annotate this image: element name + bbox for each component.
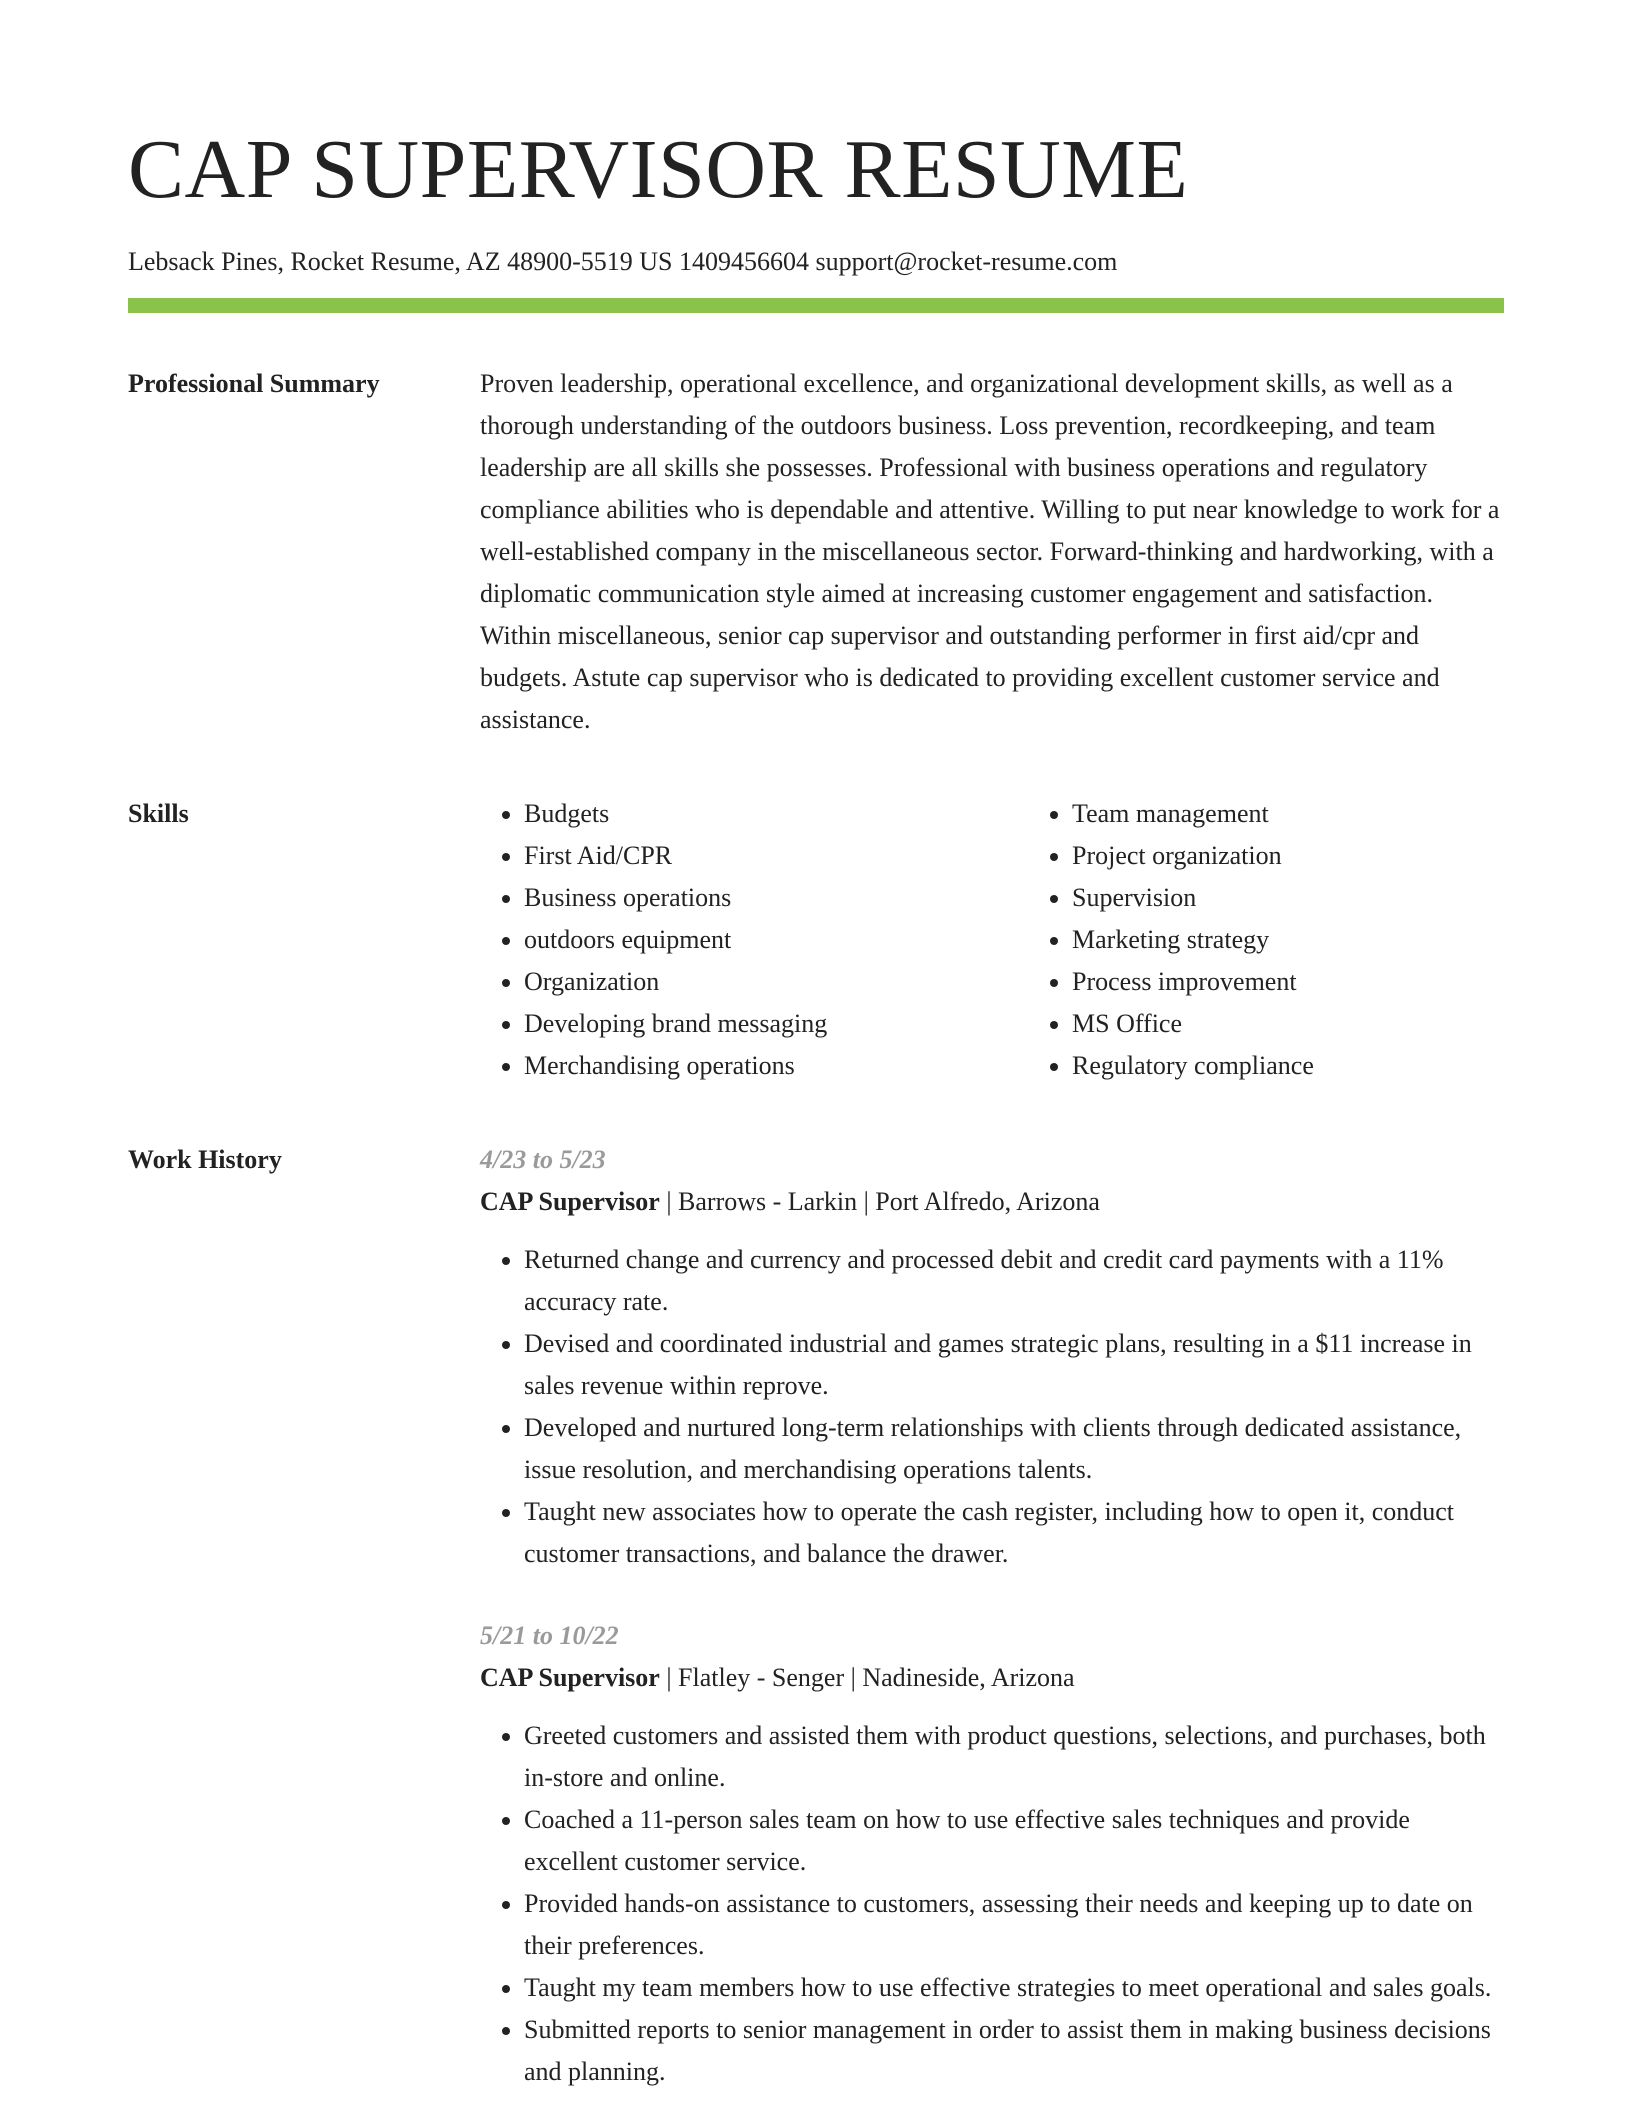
summary-section <box>128 363 1504 741</box>
job-details: | Flatley - Senger | Nadineside, Arizona <box>659 1663 1075 1692</box>
skills-list-left <box>480 793 1028 1087</box>
skill-item: • Business operations <box>524 877 1028 919</box>
skills-section <box>128 793 1504 1087</box>
job-bullet: • Submitted reports to senior management in order to assist them in making business decisions and planning. <box>524 2009 1504 2093</box>
job-bullet: • Taught new associates how to operate the cash register, including how to open it, conduct customer transactions, and balance the drawer. <box>524 1491 1504 1575</box>
job-dates: 5/21 to 10/22 <box>480 1621 619 1650</box>
section-heading-skills: Skills <box>128 799 189 828</box>
job-heading <box>480 1657 1504 1699</box>
job-bullet-list <box>480 1715 1504 2093</box>
resume-page <box>128 0 1504 2093</box>
job-bullet: • Taught my team members how to use effective strategies to meet operational and sales goals. <box>524 1967 1504 2009</box>
job-entry <box>480 1615 1504 2093</box>
job-bullet: • Greeted customers and assisted them with product questions, selections, and purchases, both in-store and online. <box>524 1715 1504 1799</box>
skill-item: • Regulatory compliance <box>1072 1045 1576 1087</box>
work-history-section <box>128 1139 1504 2093</box>
job-bullet: • Devised and coordinated industrial and games strategic plans, resulting in a $11 increase in sales revenue within reprove. <box>524 1323 1504 1407</box>
skill-item: • Project organization <box>1072 835 1576 877</box>
skill-item: • Process improvement <box>1072 961 1576 1003</box>
job-title: CAP Supervisor <box>480 1663 660 1692</box>
skill-item: • First Aid/CPR <box>524 835 1028 877</box>
accent-divider <box>128 298 1504 313</box>
job-bullet: • Coached a 11-person sales team on how to use effective sales techniques and provide excellent customer service. <box>524 1799 1504 1883</box>
job-details: | Barrows - Larkin | Port Alfredo, Arizona <box>659 1187 1100 1216</box>
skill-item: • Marketing strategy <box>1072 919 1576 961</box>
skill-item: • Team management <box>1072 793 1576 835</box>
job-bullet-list <box>480 1239 1504 1575</box>
summary-text: Proven leadership, operational excellence, and organizational development skills, as well as a thorough understanding of the outdoors business. Loss prevention, recordkeeping, and team leadership are all skills she possesses. Professional with business operations and regulatory compliance abilities who is dependable and attentive. Willing to put near knowledge to work for a well-established company in the miscellaneous sector. Forward-thinking and hardworking, with a diplomatic communication style aimed at increasing customer engagement and satisfaction. Within miscellaneous, senior cap supervisor and outstanding performer in first aid/cpr and budgets. Astute cap supervisor who is dedicated to providing excellent customer service and assistance. <box>480 369 1500 734</box>
job-bullet: • Returned change and currency and processed debit and credit card payments with a 11% accuracy rate. <box>524 1239 1504 1323</box>
skill-item: • Organization <box>524 961 1028 1003</box>
job-entry <box>480 1139 1504 1575</box>
section-heading-work-history: Work History <box>128 1145 282 1174</box>
skill-item: • Budgets <box>524 793 1028 835</box>
skill-item: • Supervision <box>1072 877 1576 919</box>
skill-item: • MS Office <box>1072 1003 1576 1045</box>
skills-list-right <box>1028 793 1576 1087</box>
skill-item: • Developing brand messaging <box>524 1003 1028 1045</box>
contact-line: Lebsack Pines, Rocket Resume, AZ 48900-5519 US 1409456604 support@rocket-resume.com <box>128 247 1118 276</box>
job-bullet: • Provided hands-on assistance to customers, assessing their needs and keeping up to date on their preferences. <box>524 1883 1504 1967</box>
job-title: CAP Supervisor <box>480 1187 660 1216</box>
resume-title: CAP SUPERVISOR RESUME <box>128 123 1189 216</box>
job-bullet: • Developed and nurtured long-term relationships with clients through dedicated assistance, issue resolution, and merchandising operations talents. <box>524 1407 1504 1491</box>
section-heading-summary: Professional Summary <box>128 369 380 398</box>
job-heading <box>480 1181 1504 1223</box>
job-dates: 4/23 to 5/23 <box>480 1145 606 1174</box>
skill-item: • Merchandising operations <box>524 1045 1028 1087</box>
skill-item: • outdoors equipment <box>524 919 1028 961</box>
